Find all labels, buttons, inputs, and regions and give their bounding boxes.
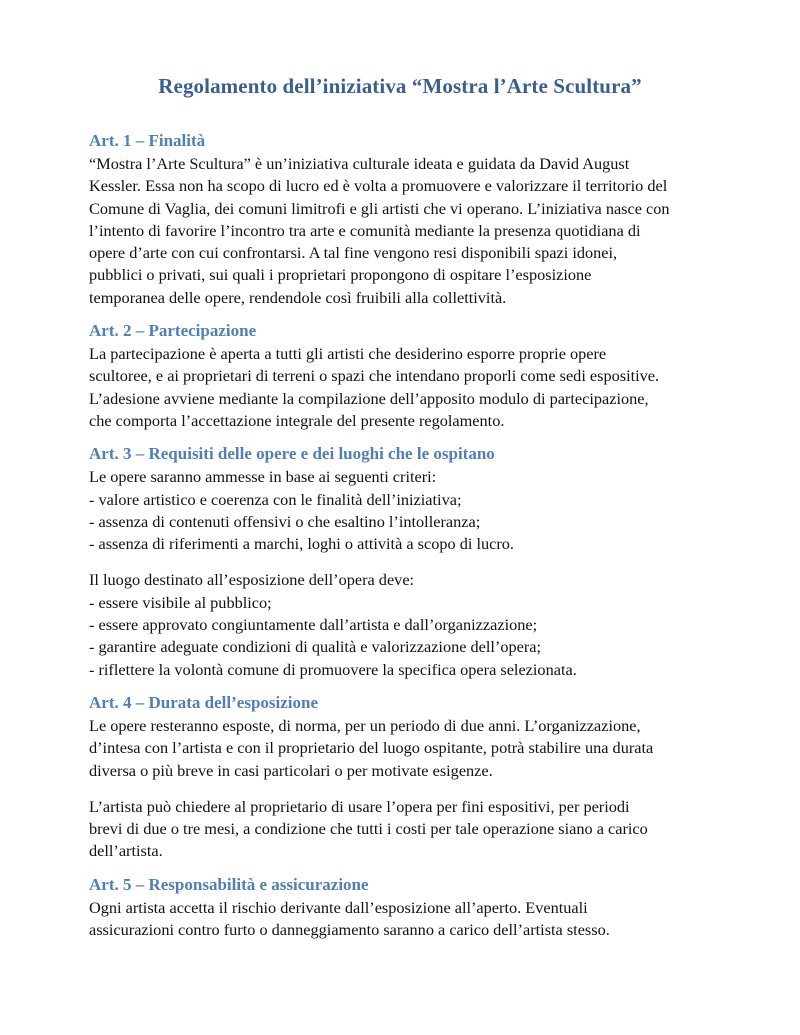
- article-4: [89, 692, 729, 863]
- list-item: - essere visibile al pubblico;: [89, 592, 272, 612]
- article-5: [89, 874, 729, 942]
- text-line: brevi di due o tre mesi, a condizione che tutti i costi per tale operazione siano a carico: [89, 819, 648, 839]
- article-4-paragraph-1: [89, 715, 729, 782]
- article-5-paragraph: [89, 897, 729, 942]
- list-item: - assenza di contenuti offensivi o che esaltino l’intolleranza;: [89, 511, 481, 531]
- article-1: [89, 130, 729, 309]
- article-4-heading: Art. 4 – Durata dell’esposizione: [89, 692, 319, 712]
- article-3-heading: Art. 3 – Requisiti delle opere e dei luoghi che le ospitano: [89, 444, 495, 464]
- list-item: - assenza di riferimenti a marchi, loghi o attività a scopo di lucro.: [89, 534, 514, 554]
- text-line: dell’artista.: [89, 841, 163, 861]
- article-3-criteria-list: [89, 466, 729, 555]
- text-line: l’intento di favorire l’incontro tra arte e comunità mediante la presenza quotidiana di: [89, 220, 641, 240]
- text-line: temporanea delle opere, rendendole così fruibili alla collettività.: [89, 287, 507, 307]
- list-item: Le opere saranno ammesse in base ai seguenti criteri:: [89, 467, 437, 487]
- list-item: - garantire adeguate condizioni di qualità e valorizzazione dell’opera;: [89, 637, 542, 657]
- text-line: assicurazioni contro furto o danneggiamento saranno a carico dell’artista stesso.: [89, 920, 610, 940]
- text-line: La partecipazione è aperta a tutti gli artisti che desiderino esporre proprie opere: [89, 344, 607, 364]
- text-line: Comune di Vaglia, dei comuni limitrofi e gli artisti che vi operano. L’iniziativa nasce con: [89, 198, 670, 218]
- text-line: Ogni artista accetta il rischio derivante dall’esposizione all’aperto. Eventuali: [89, 897, 588, 917]
- text-line: Kessler. Essa non ha scopo di lucro ed è volta a promuovere e valorizzare il territorio del: [89, 176, 668, 196]
- list-item: - essere approvato congiuntamente dall’artista e dall’organizzazione;: [89, 615, 538, 635]
- article-3-location-list: [89, 569, 729, 680]
- text-line: opere d’arte con cui confrontarsi. A tal fine vengono resi disponibili spazi idonei,: [89, 243, 618, 263]
- article-3: [89, 443, 729, 681]
- text-line: che comporta l’accettazione integrale del presente regolamento.: [89, 410, 505, 430]
- text-line: L’adesione avviene mediante la compilazione dell’apposito modulo di partecipazione,: [89, 388, 649, 408]
- list-item: - valore artistico e coerenza con le finalità dell’iniziativa;: [89, 489, 462, 509]
- article-4-paragraph-2: [89, 796, 729, 863]
- article-2-heading: Art. 2 – Partecipazione: [89, 321, 257, 341]
- text-line: pubblici o privati, sui quali i proprietari propongono di ospitare l’esposizione: [89, 265, 592, 285]
- article-5-heading: Art. 5 – Responsabilità e assicurazione: [89, 874, 369, 894]
- document-title: Regolamento dell’iniziativa “Mostra l’Arte Scultura”: [158, 74, 642, 98]
- text-line: d’intesa con l’artista e con il proprietario del luogo ospitante, potrà stabilire una durata: [89, 738, 654, 758]
- list-item: - riflettere la volontà comune di promuovere la specifica opera selezionata.: [89, 659, 577, 679]
- article-2-paragraph: [89, 343, 729, 432]
- text-line: L’artista può chiedere al proprietario di usare l’opera per fini espositivi, per periodi: [89, 796, 630, 816]
- document-body: [89, 130, 729, 952]
- text-line: Le opere resteranno esposte, di norma, per un periodo di due anni. L’organizzazione,: [89, 715, 641, 735]
- article-1-paragraph: [89, 153, 729, 309]
- article-1-heading: Art. 1 – Finalità: [89, 131, 206, 150]
- article-2: [89, 320, 729, 432]
- text-line: “Mostra l’Arte Scultura” è un’iniziativa culturale ideata e guidata da David August: [89, 154, 630, 173]
- text-line: scultoree, e ai proprietari di terreni o spazi che intendano proporli come sedi espositive.: [89, 366, 660, 386]
- text-line: diversa o più breve in casi particolari o per motivate esigenze.: [89, 760, 493, 780]
- list-item: Il luogo destinato all’esposizione dell’opera deve:: [89, 570, 415, 590]
